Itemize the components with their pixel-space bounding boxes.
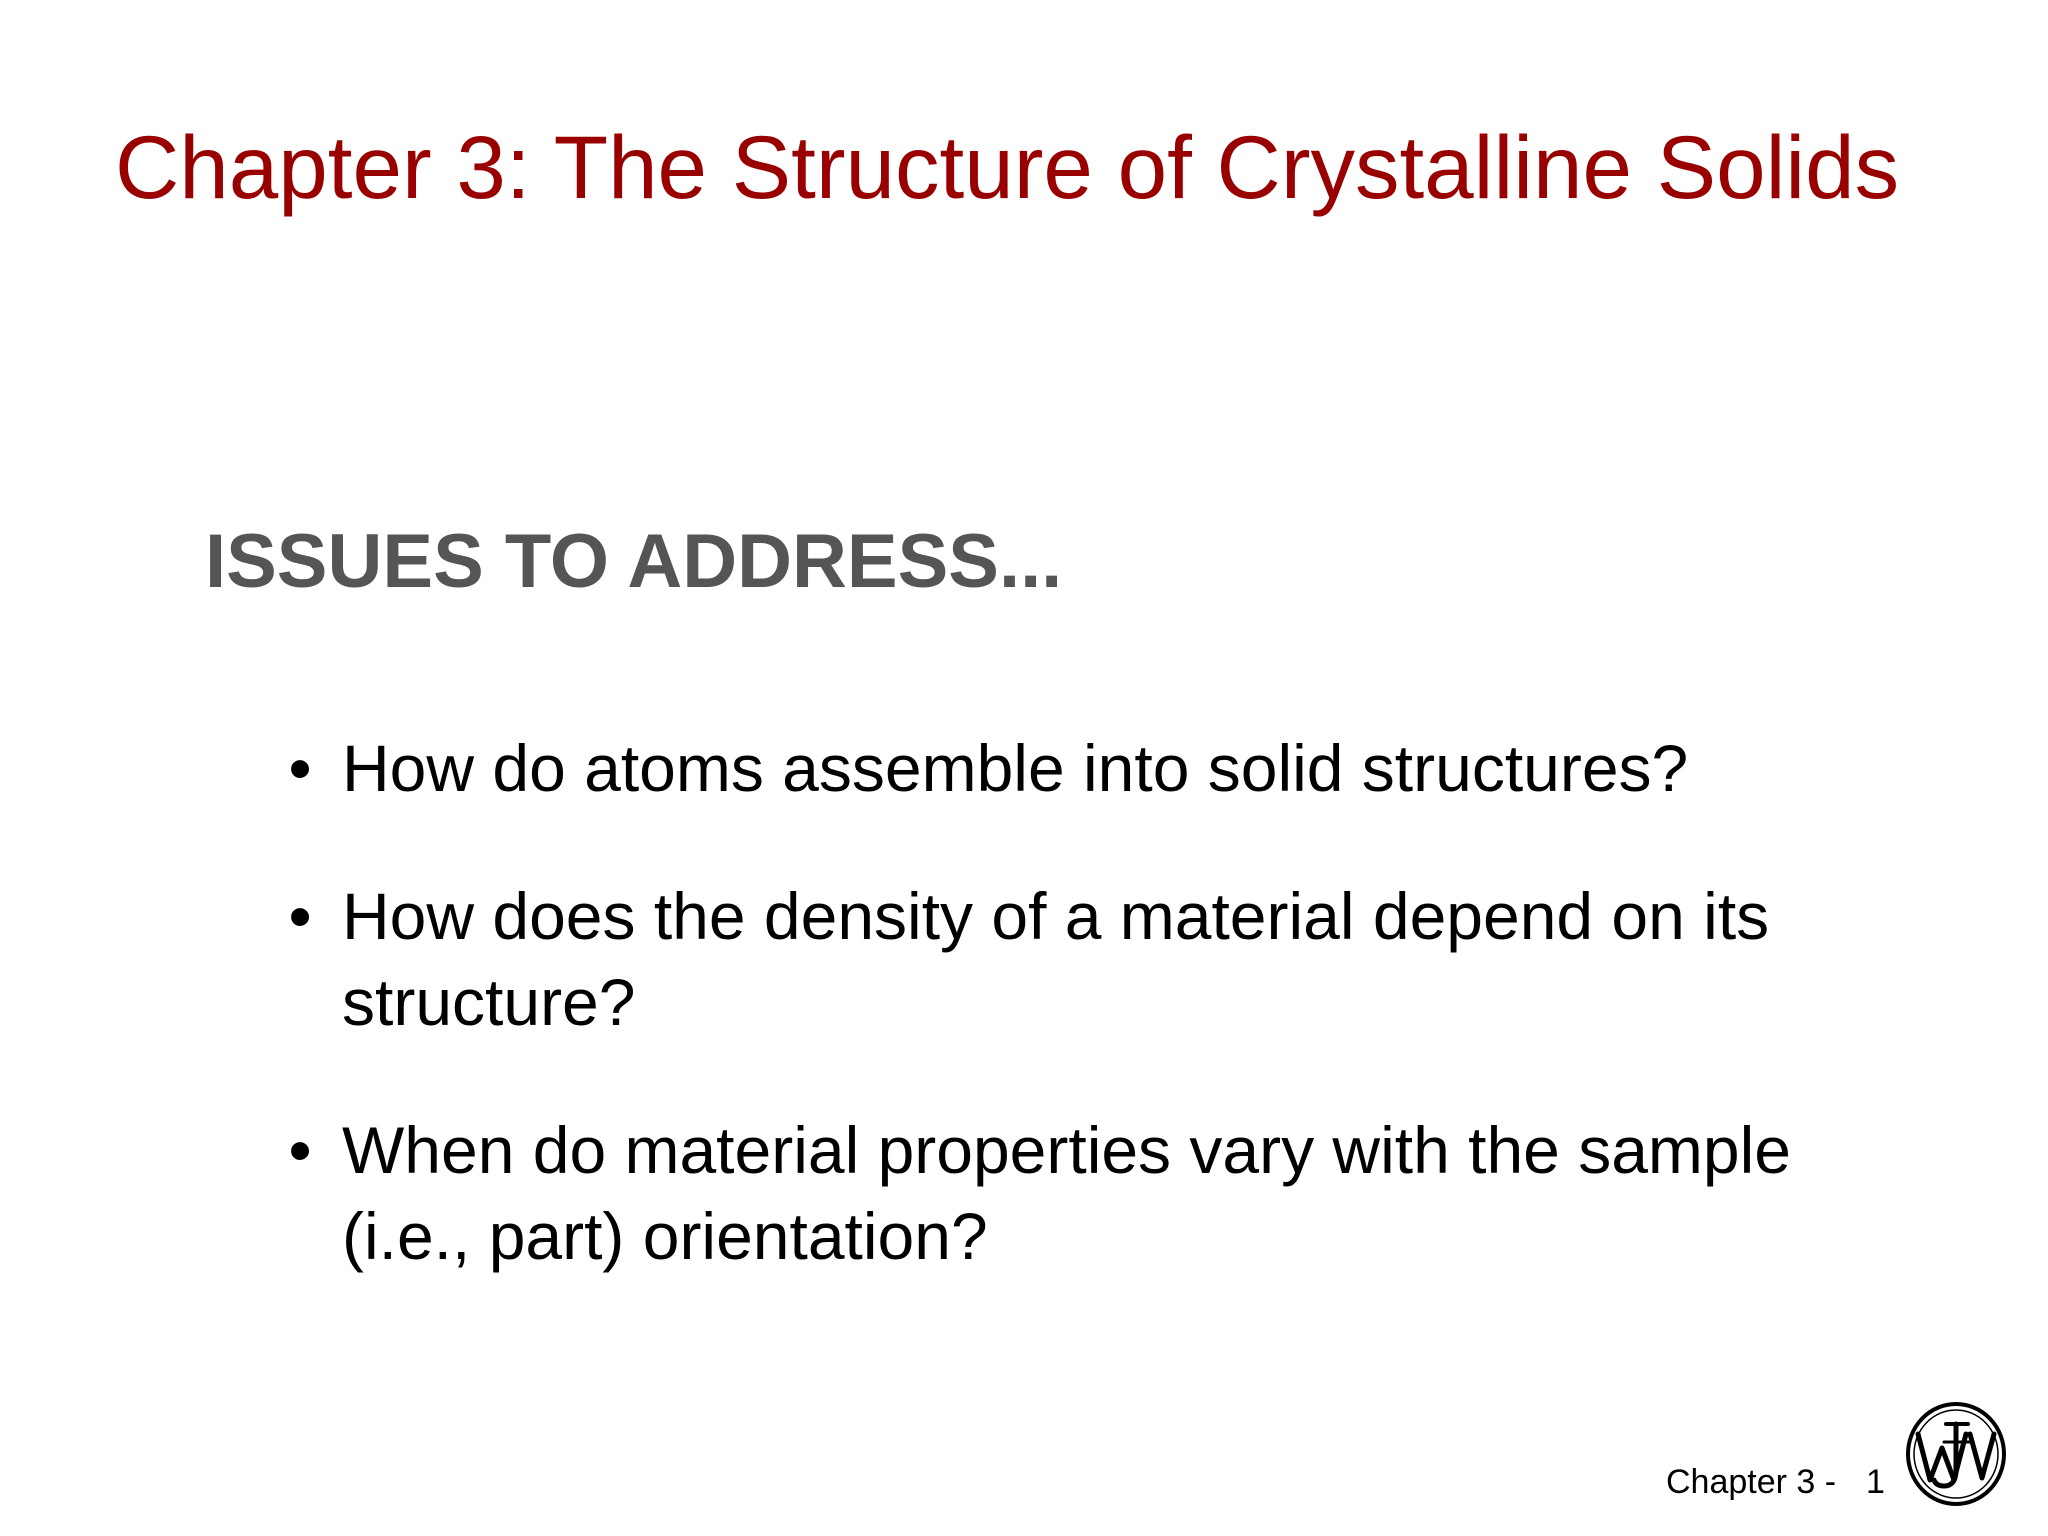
slide-title: Chapter 3: The Structure of Crystalline Solids	[115, 117, 1900, 217]
bullet-item	[280, 873, 1880, 1045]
bullet-text: When do material properties vary with the sample (i.e., part) orientation?	[342, 1113, 1791, 1273]
bullet-item	[280, 725, 1880, 811]
bullet-item	[280, 1107, 1880, 1279]
bullet-list	[280, 725, 1880, 1341]
section-heading: ISSUES TO ADDRESS...	[205, 519, 1063, 604]
footer-chapter-label: Chapter 3 -	[1666, 1463, 1837, 1501]
wiley-logo-icon	[1904, 1400, 2008, 1508]
bullet-dot-icon: •	[288, 1113, 312, 1187]
bullet-text: How does the density of a material depend on its structure?	[342, 879, 1770, 1039]
bullet-text: How do atoms assemble into solid structures?	[342, 731, 1689, 805]
bullet-dot-icon: •	[288, 879, 312, 953]
bullet-dot-icon: •	[288, 731, 312, 805]
footer-page-number: 1	[1866, 1463, 1885, 1501]
